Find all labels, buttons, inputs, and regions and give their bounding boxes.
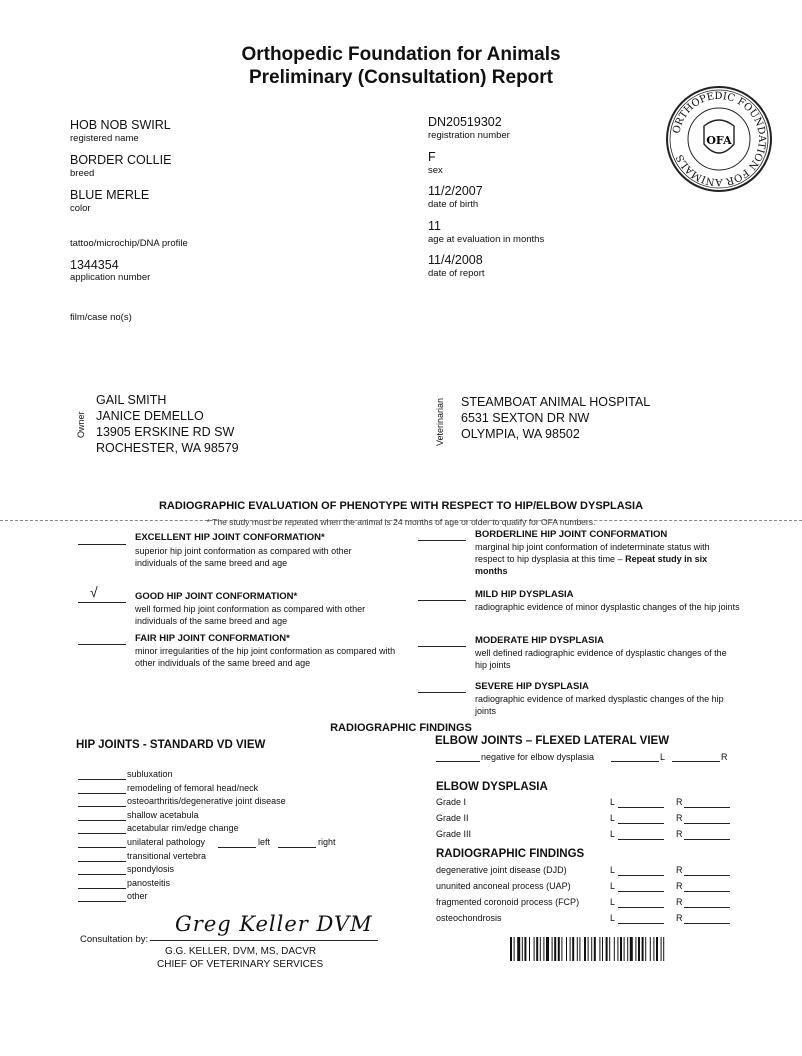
barcode-bar xyxy=(606,937,608,961)
hip-finding-item[interactable] xyxy=(78,837,408,851)
owner-line: JANICE DEMELLO xyxy=(96,409,204,423)
color-label: color xyxy=(70,203,91,214)
rf-row[interactable] xyxy=(436,865,766,881)
r-label: R xyxy=(676,797,683,807)
barcode-bar xyxy=(661,937,662,961)
evaluation-right-column xyxy=(418,528,748,720)
barcode-bar xyxy=(599,937,600,961)
evaluation-left-column xyxy=(78,532,408,674)
evaluation-option-severe[interactable] xyxy=(418,680,748,720)
r-label: R xyxy=(676,881,683,891)
barcode-bar xyxy=(653,937,654,961)
date-of-report-label: date of report xyxy=(428,268,485,279)
handwritten-signature: Greg Keller DVM xyxy=(175,912,373,936)
sex-label: sex xyxy=(428,165,443,176)
barcode-bar xyxy=(524,937,526,961)
hip-finding-item[interactable] xyxy=(78,823,408,837)
hip-finding-label: other xyxy=(127,891,148,902)
barcode-bar xyxy=(572,937,574,961)
left-blank[interactable] xyxy=(618,891,664,892)
right-blank[interactable] xyxy=(672,761,720,762)
age-months-value: 11 xyxy=(428,219,441,233)
barcode-bar xyxy=(624,937,625,961)
barcode-bar xyxy=(522,937,523,961)
option-title: BORDERLINE HIP JOINT CONFORMATION xyxy=(475,529,668,540)
owner-label: Owner xyxy=(76,411,86,438)
grade-row[interactable] xyxy=(436,829,766,845)
barcode-bar xyxy=(517,937,520,961)
option-description: radiographic evidence of minor dysplastic changes of the hip joints xyxy=(475,602,740,612)
signer-title: CHIEF OF VETERINARY SERVICES xyxy=(157,959,324,970)
hip-finding-label: osteoarthritis/degenerative joint disease xyxy=(127,796,286,807)
option-title: SEVERE HIP DYSPLASIA xyxy=(475,681,589,692)
film-case-label: film/case no(s) xyxy=(70,312,132,323)
option-description-text: marginal hip joint conformation of indeterminate status with respect to hip dysplasia at this time – xyxy=(475,542,710,564)
hip-finding-item[interactable] xyxy=(78,810,408,824)
barcode-bar xyxy=(627,937,628,961)
hip-joints-title: HIP JOINTS - STANDARD VD VIEW xyxy=(76,739,266,751)
registration-number-label: registration number xyxy=(428,130,510,141)
evaluation-option-good[interactable] xyxy=(78,584,408,632)
checkbox-line[interactable] xyxy=(418,540,466,541)
left-blank[interactable] xyxy=(618,807,664,808)
left-blank[interactable] xyxy=(618,823,664,824)
barcode-bar xyxy=(614,937,615,961)
hip-finding-label: transitional vertebra xyxy=(127,850,207,861)
hip-finding-item[interactable] xyxy=(78,796,408,810)
l-label: L xyxy=(610,913,616,923)
evaluation-option-mild[interactable] xyxy=(418,588,748,634)
barcode-bar xyxy=(645,937,646,961)
grade-row[interactable] xyxy=(436,797,766,813)
left-blank[interactable] xyxy=(618,839,664,840)
l-label: L xyxy=(660,752,666,762)
hip-finding-item[interactable] xyxy=(78,783,408,797)
seal-ring-text: ORTHOPEDIC FOUNDATION FOR ANIMALS xyxy=(671,90,768,188)
grade-label: Grade III xyxy=(436,829,472,839)
veterinarian-line: OLYMPIA, WA 98502 xyxy=(461,427,580,441)
barcode-bar xyxy=(579,937,580,961)
signature-line xyxy=(150,940,378,941)
checkbox-line[interactable] xyxy=(418,646,466,647)
barcode-bar xyxy=(577,937,578,961)
option-description: radiographic evidence of marked dysplastic changes of the hip joints xyxy=(475,694,724,716)
registered-name-value: HOB NOB SWIRL xyxy=(70,118,171,132)
rf-row[interactable] xyxy=(436,897,766,913)
veterinarian-line: STEAMBOAT ANIMAL HOSPITAL xyxy=(461,395,651,409)
veterinarian-block xyxy=(461,394,650,442)
barcode-bar xyxy=(540,937,541,961)
right-blank[interactable] xyxy=(684,839,730,840)
findings-title: RADIOGRAPHIC FINDINGS xyxy=(330,722,472,734)
barcode-bar xyxy=(635,937,636,961)
barcode-bar xyxy=(558,937,560,961)
right-blank[interactable] xyxy=(684,923,730,924)
evaluation-option-excellent[interactable] xyxy=(78,532,408,590)
l-label: L xyxy=(610,829,616,839)
barcode-bar xyxy=(630,937,633,961)
rf-label: ununited anconeal process (UAP) xyxy=(436,881,571,891)
right-blank[interactable] xyxy=(684,907,730,908)
hip-finding-item[interactable] xyxy=(78,891,408,905)
owner-line: ROCHESTER, WA 98579 xyxy=(96,441,239,455)
report-subtitle: Preliminary (Consultation) Report xyxy=(248,67,554,88)
left-blank[interactable] xyxy=(611,761,659,762)
grade-row[interactable] xyxy=(436,813,766,829)
barcode-bar xyxy=(584,937,586,961)
l-label: L xyxy=(610,897,616,907)
hip-finding-label: acetabular rim/edge change xyxy=(127,823,239,834)
option-title: GOOD HIP JOINT CONFORMATION* xyxy=(135,591,298,602)
right-blank[interactable] xyxy=(684,823,730,824)
checkbox-line[interactable] xyxy=(78,779,126,780)
barcode-icon xyxy=(510,937,745,961)
barcode-bar xyxy=(534,937,535,961)
hip-finding-label: spondylosis xyxy=(127,864,175,875)
left-blank[interactable] xyxy=(618,923,664,924)
owner-block xyxy=(96,392,239,456)
hip-finding-item[interactable] xyxy=(78,864,408,878)
r-label: R xyxy=(676,865,683,875)
evaluation-option-moderate[interactable] xyxy=(418,634,748,680)
hip-finding-label: unilateral pathology xyxy=(127,836,206,847)
seal-center-text: OFA xyxy=(706,134,732,147)
tattoo-label: tattoo/microchip/DNA profile xyxy=(70,238,188,249)
l-label: L xyxy=(610,865,616,875)
hip-finding-label: subluxation xyxy=(127,769,173,779)
checkbox-line[interactable] xyxy=(436,761,480,762)
rf-row[interactable] xyxy=(436,881,766,897)
barcode-bar xyxy=(570,937,571,961)
grade-label: Grade II xyxy=(436,813,469,823)
registration-number-value: DN20519302 xyxy=(428,115,502,129)
right-blank[interactable] xyxy=(684,891,730,892)
check-mark: √ xyxy=(90,584,98,600)
rf-label: degenerative joint disease (DJD) xyxy=(436,865,567,875)
veterinarian-line: 6531 SEXTON DR NW xyxy=(461,411,590,425)
elbow-negative-label: negative for elbow dysplasia xyxy=(481,752,595,762)
barcode-bar xyxy=(609,937,610,961)
grade-list xyxy=(436,797,766,845)
checkbox-line[interactable] xyxy=(418,600,466,601)
evaluation-option-borderline[interactable] xyxy=(418,528,748,588)
option-description: well formed hip joint conformation as compared with other individuals of the same breed and age xyxy=(135,604,366,626)
barcode-bar xyxy=(514,937,515,961)
barcode-bar xyxy=(656,937,658,961)
barcode-bar xyxy=(529,937,530,961)
elbow-joints-title: ELBOW JOINTS – FLEXED LATERAL VIEW xyxy=(435,735,670,747)
option-title: EXCELLENT HIP JOINT CONFORMATION* xyxy=(135,532,325,543)
option-description: superior hip joint conformation as compared with other individuals of the same breed and age xyxy=(135,546,352,568)
barcode-bar xyxy=(588,937,589,961)
left-blank[interactable] xyxy=(618,907,664,908)
hip-finding-item[interactable] xyxy=(78,878,408,892)
owner-line: 13905 ERSKINE RD SW xyxy=(96,425,235,439)
barcode-bar xyxy=(663,937,664,961)
option-description: well defined radiographic evidence of dysplastic changes of the hip joints xyxy=(475,648,727,670)
barcode-bar xyxy=(552,937,553,961)
barcode-bar xyxy=(543,937,544,961)
age-months-label: age at evaluation in months xyxy=(428,234,545,245)
veterinarian-label: Veterinarian xyxy=(435,397,445,446)
l-label: L xyxy=(610,797,616,807)
date-of-birth-value: 11/2/2007 xyxy=(428,184,483,198)
hip-finding-label: panosteitis xyxy=(127,877,171,888)
breed-value: BORDER COLLIE xyxy=(70,153,172,167)
barcode-bar xyxy=(650,937,651,961)
checkbox-line[interactable] xyxy=(78,644,126,645)
owner-line: GAIL SMITH xyxy=(96,393,167,407)
checkbox-line[interactable] xyxy=(78,544,126,545)
l-label: L xyxy=(610,881,616,891)
checkbox-line[interactable] xyxy=(78,793,126,794)
application-number-label: application number xyxy=(70,272,151,283)
right-blank[interactable] xyxy=(684,875,730,876)
option-title: FAIR HIP JOINT CONFORMATION* xyxy=(135,633,290,644)
checkbox-line[interactable] xyxy=(418,692,466,693)
hip-finding-item[interactable] xyxy=(78,769,408,783)
barcode-bar xyxy=(510,937,512,961)
rf-label: fragmented coronoid process (FCP) xyxy=(436,897,580,907)
r-label: R xyxy=(676,897,683,907)
barcode-bar xyxy=(594,937,596,961)
signer-name: G.G. KELLER, DVM, MS, DACVR xyxy=(165,946,317,957)
checkbox-line[interactable] xyxy=(78,901,126,902)
rf-title: RADIOGRAPHIC FINDINGS xyxy=(436,848,585,860)
elbow-negative-row[interactable] xyxy=(436,750,766,766)
l-label: L xyxy=(610,813,616,823)
registered-name-label: registered name xyxy=(70,133,139,144)
option-description-bold: Repeat study in six months xyxy=(475,554,708,576)
hip-findings-list xyxy=(78,769,408,905)
rf-list xyxy=(436,865,766,929)
hip-finding-label: shallow acetabula xyxy=(127,809,199,820)
unilateral-left-label: left xyxy=(258,836,271,847)
date-of-birth-label: date of birth xyxy=(428,199,479,210)
barcode-bar xyxy=(554,937,556,961)
checkbox-line[interactable] xyxy=(78,888,126,889)
sex-value: F xyxy=(428,150,436,164)
evaluation-title: RADIOGRAPHIC EVALUATION OF PHENOTYPE WITH RESPECT TO HIP/ELBOW DYSPLASIA xyxy=(158,500,644,512)
option-title: MILD HIP DYSPLASIA xyxy=(475,589,574,600)
hip-finding-item[interactable] xyxy=(78,851,408,865)
color-value: BLUE MERLE xyxy=(70,188,150,202)
barcode-bar xyxy=(561,937,562,961)
r-label: R xyxy=(676,829,683,839)
right-blank[interactable] xyxy=(684,807,730,808)
r-label: R xyxy=(721,752,728,762)
checkbox-line[interactable] xyxy=(78,847,126,848)
barcode-bar xyxy=(617,937,618,961)
date-of-report-value: 11/4/2008 xyxy=(428,253,483,267)
left-blank[interactable] xyxy=(618,875,664,876)
option-description xyxy=(475,541,735,577)
checkbox-line[interactable] xyxy=(78,602,126,603)
barcode-bar xyxy=(638,937,640,961)
checkbox-line[interactable] xyxy=(78,806,126,807)
barcode-bar xyxy=(602,937,603,961)
grade-label: Grade I xyxy=(436,797,467,807)
barcode-bar xyxy=(546,937,549,961)
r-label: R xyxy=(676,813,683,823)
ofa-seal-icon xyxy=(664,84,774,194)
checkbox-line[interactable] xyxy=(78,861,126,862)
right-blank[interactable] xyxy=(278,847,316,848)
rf-label: osteochondrosis xyxy=(436,913,502,923)
elbow-dysplasia-title: ELBOW DYSPLASIA xyxy=(436,781,548,793)
left-blank[interactable] xyxy=(218,847,256,848)
checkbox-line[interactable] xyxy=(78,874,126,875)
unilateral-right-label: right xyxy=(318,836,336,847)
checkbox-line[interactable] xyxy=(78,820,126,821)
barcode-bar xyxy=(620,937,622,961)
hip-finding-label: remodeling of femoral head/neck xyxy=(127,782,259,793)
breed-label: breed xyxy=(70,168,95,179)
barcode-bar xyxy=(566,937,567,961)
option-title: MODERATE HIP DYSPLASIA xyxy=(475,635,604,646)
checkbox-line[interactable] xyxy=(78,833,126,834)
evaluation-note: * The study must be repeated when the animal is 24 months of age or older to qualify for OFA numbers. xyxy=(206,517,596,527)
consultation-label: Consultation by: xyxy=(80,934,149,945)
evaluation-option-fair[interactable] xyxy=(78,632,408,674)
application-number-value: 1344354 xyxy=(70,258,119,272)
barcode-bar xyxy=(591,937,592,961)
option-description: minor irregularities of the hip joint conformation as compared with other individuals of the same breed and age xyxy=(135,646,396,668)
report-title: Orthopedic Foundation for Animals xyxy=(241,44,561,65)
barcode-bar xyxy=(642,937,644,961)
barcode-bar xyxy=(536,937,538,961)
rf-row[interactable] xyxy=(436,913,766,929)
r-label: R xyxy=(676,913,683,923)
